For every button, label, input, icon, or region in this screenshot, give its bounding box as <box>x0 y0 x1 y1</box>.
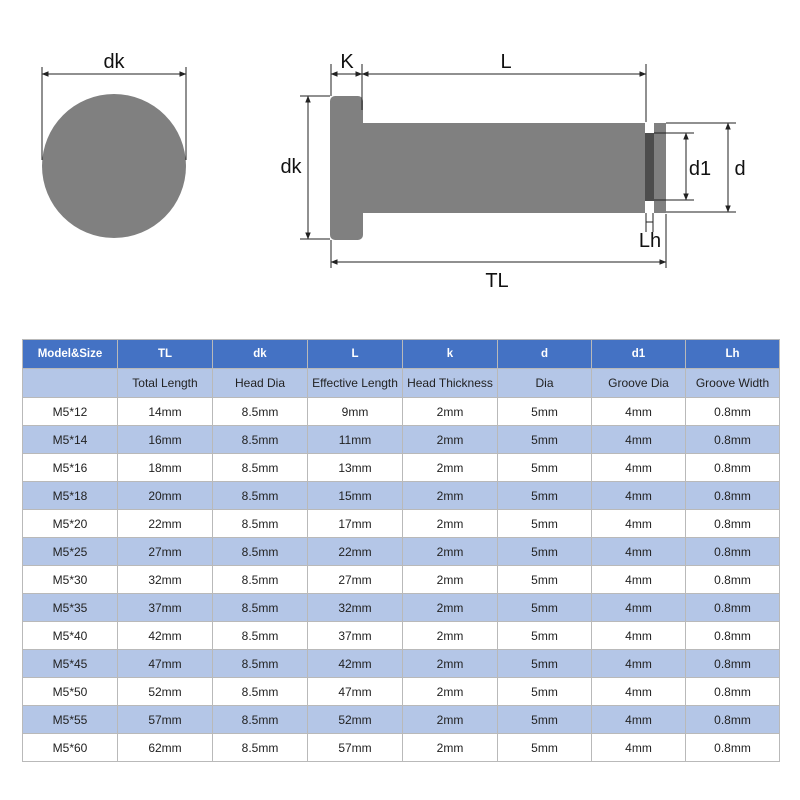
table-cell: 0.8mm <box>686 398 780 426</box>
table-cell: 0.8mm <box>686 594 780 622</box>
d-label: d <box>734 158 746 180</box>
table-row <box>23 594 780 622</box>
table-cell: 5mm <box>498 622 592 650</box>
table-cell: 47mm <box>118 650 213 678</box>
table-cell: 27mm <box>308 566 403 594</box>
table-cell: 42mm <box>118 622 213 650</box>
table-cell: 0.8mm <box>686 622 780 650</box>
table-cell: 8.5mm <box>213 678 308 706</box>
table-cell: 57mm <box>308 734 403 762</box>
k-label: K <box>340 51 354 73</box>
table-cell: 0.8mm <box>686 538 780 566</box>
table-cell: 5mm <box>498 510 592 538</box>
table-cell: 4mm <box>592 706 686 734</box>
table-cell: 5mm <box>498 398 592 426</box>
table-cell: 5mm <box>498 482 592 510</box>
table-cell: 15mm <box>308 482 403 510</box>
table-row <box>23 706 780 734</box>
table-cell: 8.5mm <box>213 510 308 538</box>
table-cell: 0.8mm <box>686 510 780 538</box>
table-cell: M5*30 <box>23 566 118 594</box>
table-description-cell: Head Thickness <box>403 369 498 398</box>
table-cell: 0.8mm <box>686 734 780 762</box>
table-row <box>23 510 780 538</box>
table-cell: 2mm <box>403 650 498 678</box>
table-cell: 2mm <box>403 734 498 762</box>
dk-side-label: dk <box>280 156 302 178</box>
lh-label: Lh <box>638 230 662 252</box>
table-cell: 0.8mm <box>686 482 780 510</box>
table-cell: 22mm <box>308 538 403 566</box>
table-cell: 4mm <box>592 426 686 454</box>
table-cell: M5*18 <box>23 482 118 510</box>
table-header-row <box>23 340 780 369</box>
table-cell: 4mm <box>592 482 686 510</box>
table-cell: 47mm <box>308 678 403 706</box>
table-cell: 18mm <box>118 454 213 482</box>
table-cell: 2mm <box>403 510 498 538</box>
table-cell: 5mm <box>498 706 592 734</box>
dk-top-label: dk <box>103 51 125 73</box>
table-cell: 13mm <box>308 454 403 482</box>
table-cell: 22mm <box>118 510 213 538</box>
table-row <box>23 650 780 678</box>
table-cell: 17mm <box>308 510 403 538</box>
table-description-cell: Groove Width <box>686 369 780 398</box>
table-row <box>23 734 780 762</box>
table-cell: 8.5mm <box>213 650 308 678</box>
table-cell: 0.8mm <box>686 706 780 734</box>
table-cell: 2mm <box>403 566 498 594</box>
table-cell: M5*60 <box>23 734 118 762</box>
table-cell: 5mm <box>498 650 592 678</box>
table-cell: 4mm <box>592 622 686 650</box>
stud-drawing <box>0 0 800 330</box>
table-cell: 32mm <box>118 566 213 594</box>
stud-shank <box>361 123 645 213</box>
table-cell: 62mm <box>118 734 213 762</box>
table-cell: 5mm <box>498 594 592 622</box>
table-cell: 4mm <box>592 566 686 594</box>
table-cell: 0.8mm <box>686 650 780 678</box>
spec-table <box>22 339 780 762</box>
tl-label: TL <box>485 270 509 292</box>
table-cell: 4mm <box>592 594 686 622</box>
table-cell: 0.8mm <box>686 454 780 482</box>
table-description-row <box>23 369 780 398</box>
table-cell: 27mm <box>118 538 213 566</box>
table-cell: 5mm <box>498 566 592 594</box>
table-cell: M5*20 <box>23 510 118 538</box>
table-cell: 14mm <box>118 398 213 426</box>
table-cell: 2mm <box>403 678 498 706</box>
table-header-cell: L <box>308 340 403 369</box>
table-cell: 2mm <box>403 594 498 622</box>
table-cell: M5*25 <box>23 538 118 566</box>
table-cell: 8.5mm <box>213 734 308 762</box>
table-cell: 2mm <box>403 538 498 566</box>
table-cell: 32mm <box>308 594 403 622</box>
table-header-cell: k <box>403 340 498 369</box>
table-cell: 8.5mm <box>213 398 308 426</box>
table-header-cell: d <box>498 340 592 369</box>
table-cell: 2mm <box>403 454 498 482</box>
table-row <box>23 538 780 566</box>
table-cell: 4mm <box>592 650 686 678</box>
table-cell: 37mm <box>308 622 403 650</box>
table-header-cell: Lh <box>686 340 780 369</box>
table-row <box>23 678 780 706</box>
stud-groove <box>645 133 654 201</box>
table-row <box>23 426 780 454</box>
table-description-cell: Dia <box>498 369 592 398</box>
table-cell: 52mm <box>308 706 403 734</box>
table-description-cell: Groove Dia <box>592 369 686 398</box>
d1-label: d1 <box>688 158 712 180</box>
table-description-cell: Effective Length <box>308 369 403 398</box>
table-row <box>23 454 780 482</box>
table-cell: M5*45 <box>23 650 118 678</box>
table-cell: M5*14 <box>23 426 118 454</box>
table-cell: 4mm <box>592 510 686 538</box>
table-cell: 57mm <box>118 706 213 734</box>
table-cell: 8.5mm <box>213 482 308 510</box>
table-row <box>23 622 780 650</box>
table-cell: 2mm <box>403 622 498 650</box>
table-cell: 20mm <box>118 482 213 510</box>
table-cell: 8.5mm <box>213 622 308 650</box>
stud-head <box>330 96 363 240</box>
table-body <box>23 398 780 762</box>
table-cell: 2mm <box>403 398 498 426</box>
table-cell: M5*16 <box>23 454 118 482</box>
table-row <box>23 398 780 426</box>
table-cell: 37mm <box>118 594 213 622</box>
table-cell: 8.5mm <box>213 454 308 482</box>
table-cell: 0.8mm <box>686 678 780 706</box>
table-cell: 8.5mm <box>213 538 308 566</box>
l-label: L <box>500 51 512 73</box>
table-cell: 4mm <box>592 734 686 762</box>
table-cell: M5*50 <box>23 678 118 706</box>
table-cell: M5*55 <box>23 706 118 734</box>
table-cell: 2mm <box>403 482 498 510</box>
table-cell: 8.5mm <box>213 566 308 594</box>
table-row <box>23 482 780 510</box>
table-cell: 5mm <box>498 426 592 454</box>
table-cell: 5mm <box>498 454 592 482</box>
table-cell: 2mm <box>403 706 498 734</box>
table-cell: 5mm <box>498 538 592 566</box>
table-cell: 2mm <box>403 426 498 454</box>
table-cell: M5*12 <box>23 398 118 426</box>
table-header-cell: Model&Size <box>23 340 118 369</box>
table-row <box>23 566 780 594</box>
table-cell: 4mm <box>592 538 686 566</box>
table-cell: 5mm <box>498 678 592 706</box>
table-cell: 8.5mm <box>213 706 308 734</box>
table-cell: 52mm <box>118 678 213 706</box>
table-cell: 16mm <box>118 426 213 454</box>
table-cell: 0.8mm <box>686 566 780 594</box>
table-description-cell: Head Dia <box>213 369 308 398</box>
table-cell: 4mm <box>592 678 686 706</box>
table-header-cell: dk <box>213 340 308 369</box>
table-cell: 42mm <box>308 650 403 678</box>
table-cell: 4mm <box>592 454 686 482</box>
table-cell: M5*40 <box>23 622 118 650</box>
table-cell: 8.5mm <box>213 426 308 454</box>
table-description-cell: Total Length <box>118 369 213 398</box>
table-cell: M5*35 <box>23 594 118 622</box>
head-top-view-circle <box>42 94 186 238</box>
table-description-cell <box>23 369 118 398</box>
table-cell: 4mm <box>592 398 686 426</box>
table-cell: 0.8mm <box>686 426 780 454</box>
table-header-cell: TL <box>118 340 213 369</box>
table-header-cell: d1 <box>592 340 686 369</box>
table-cell: 9mm <box>308 398 403 426</box>
table-cell: 5mm <box>498 734 592 762</box>
table-cell: 8.5mm <box>213 594 308 622</box>
table-cell: 11mm <box>308 426 403 454</box>
